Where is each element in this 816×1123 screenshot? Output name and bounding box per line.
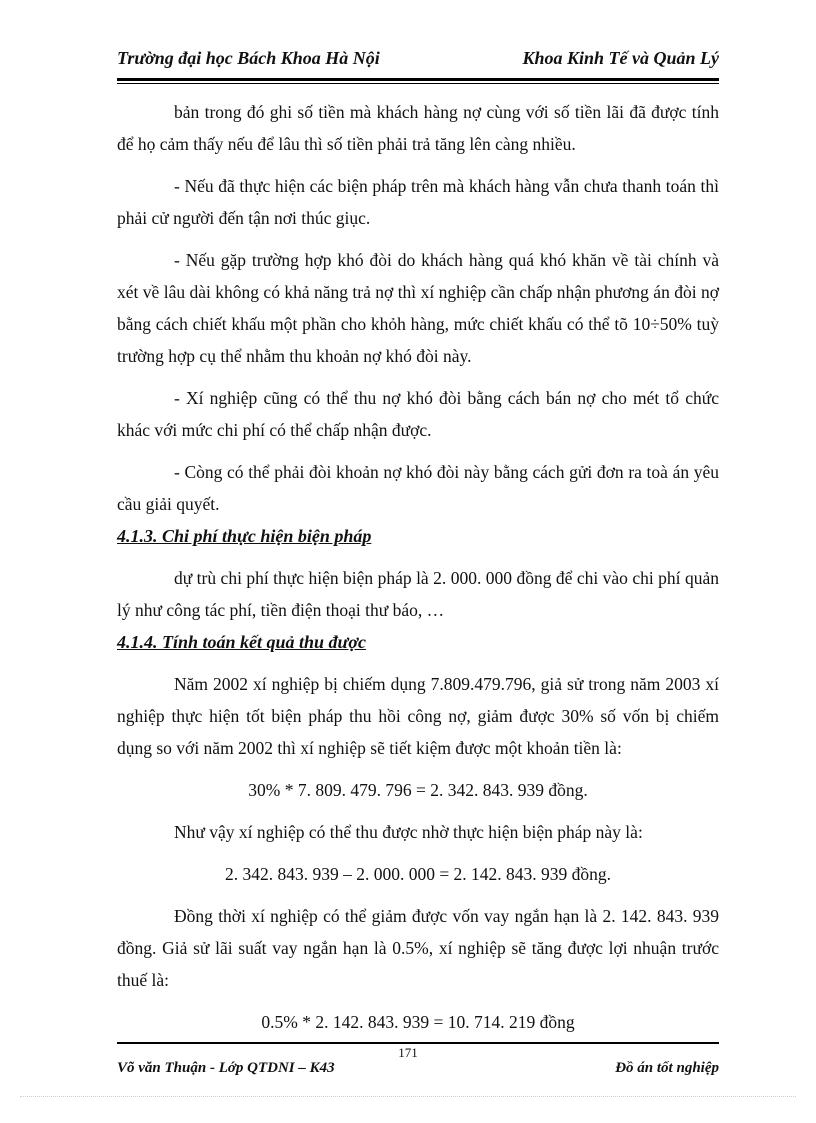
page-number: 171 xyxy=(398,1045,418,1060)
footer-doc-type: Đồ án tốt nghiệp xyxy=(615,1060,719,1076)
footer-author: Võ văn Thuận - Lớp QTDNI – K43 xyxy=(117,1060,335,1076)
section-4-1-4-text-3: Đồng thời xí nghiệp có thể giảm được vốn vay ngắn hạn là 2. 142. 843. 939 đồng. Giả sử lãi suất vay ngắn hạn là 0.5%, xí nghiệp sẽ tăng được lợi nhuận trước thuế là: xyxy=(117,906,719,990)
formula-3: 0.5% * 2. 142. 843. 939 = 10. 714. 219 đồng xyxy=(261,1012,575,1032)
footer-rule xyxy=(117,1042,719,1044)
header-rule-thick xyxy=(117,78,719,81)
section-heading-4-1-4: 4.1.4. Tính toán kết quả thu được xyxy=(117,632,366,652)
page-edge-dotted-line xyxy=(20,1096,796,1097)
section-4-1-3-text: dự trù chi phí thực hiện biện pháp là 2. 000. 000 đồng để chi vào chi phí quản lý như công tác phí, tiền điện thoại thư báo, … xyxy=(117,568,719,620)
page-body xyxy=(117,96,719,1038)
header-rule-thin xyxy=(117,83,719,84)
formula-1: 30% * 7. 809. 479. 796 = 2. 342. 843. 939 đồng. xyxy=(248,780,588,800)
paragraph-1: bản trong đó ghi số tiền mà khách hàng nợ cùng với số tiền lãi đã được tính để họ cảm thấy nếu để lâu thì số tiền phải trả tăng lên càng nhiều. xyxy=(117,102,719,154)
page-header xyxy=(117,46,719,76)
formula-2: 2. 342. 843. 939 – 2. 000. 000 = 2. 142. 843. 939 đồng. xyxy=(224,864,612,884)
paragraph-2: - Nếu đã thực hiện các biện pháp trên mà khách hàng vẫn chưa thanh toán thì phải cử người đến tận nơi thúc giục. xyxy=(117,176,719,228)
section-heading-4-1-3: 4.1.3. Chi phí thực hiện biện pháp xyxy=(117,526,372,546)
page-footer xyxy=(117,1060,719,1084)
paragraph-4: - Xí nghiệp cũng có thể thu nợ khó đòi bằng cách bán nợ cho mét tổ chức khác với mức chi phí có thể chấp nhận được. xyxy=(117,388,719,440)
header-faculty: Khoa Kinh Tế và Quản Lý xyxy=(522,48,719,68)
paragraph-3: - Nếu gặp trường hợp khó đòi do khách hàng quá khó khăn về tài chính và xét về lâu dài không có khả năng trả nợ thì xí nghiệp cần chấp nhận phương án đòi nợ bằng cách chiết khấu một phần cho khỏh hàng, mức chiết khấu có thể tõ 10÷50% tuỳ trường hợp cụ thể nhằm thu khoản nợ khó đòi này. xyxy=(117,250,719,366)
section-4-1-4-text-2: Như vậy xí nghiệp có thể thu được nhờ thực hiện biện pháp này là: xyxy=(174,822,643,842)
header-university: Trường đại học Bách Khoa Hà Nội xyxy=(117,48,380,68)
section-4-1-4-text-1: Năm 2002 xí nghiệp bị chiếm dụng 7.809.479.796, giả sử trong năm 2003 xí nghiệp thực hiện tốt biện pháp thu hồi công nợ, giảm được 30% số vốn bị chiếm dụng so với năm 2002 thì xí nghiệp sẽ tiết kiệm được một khoản tiền là: xyxy=(117,674,719,758)
paragraph-5: - Còng có thể phải đòi khoản nợ khó đòi này bằng cách gửi đơn ra toà án yêu cầu giải quyết. xyxy=(117,462,719,514)
